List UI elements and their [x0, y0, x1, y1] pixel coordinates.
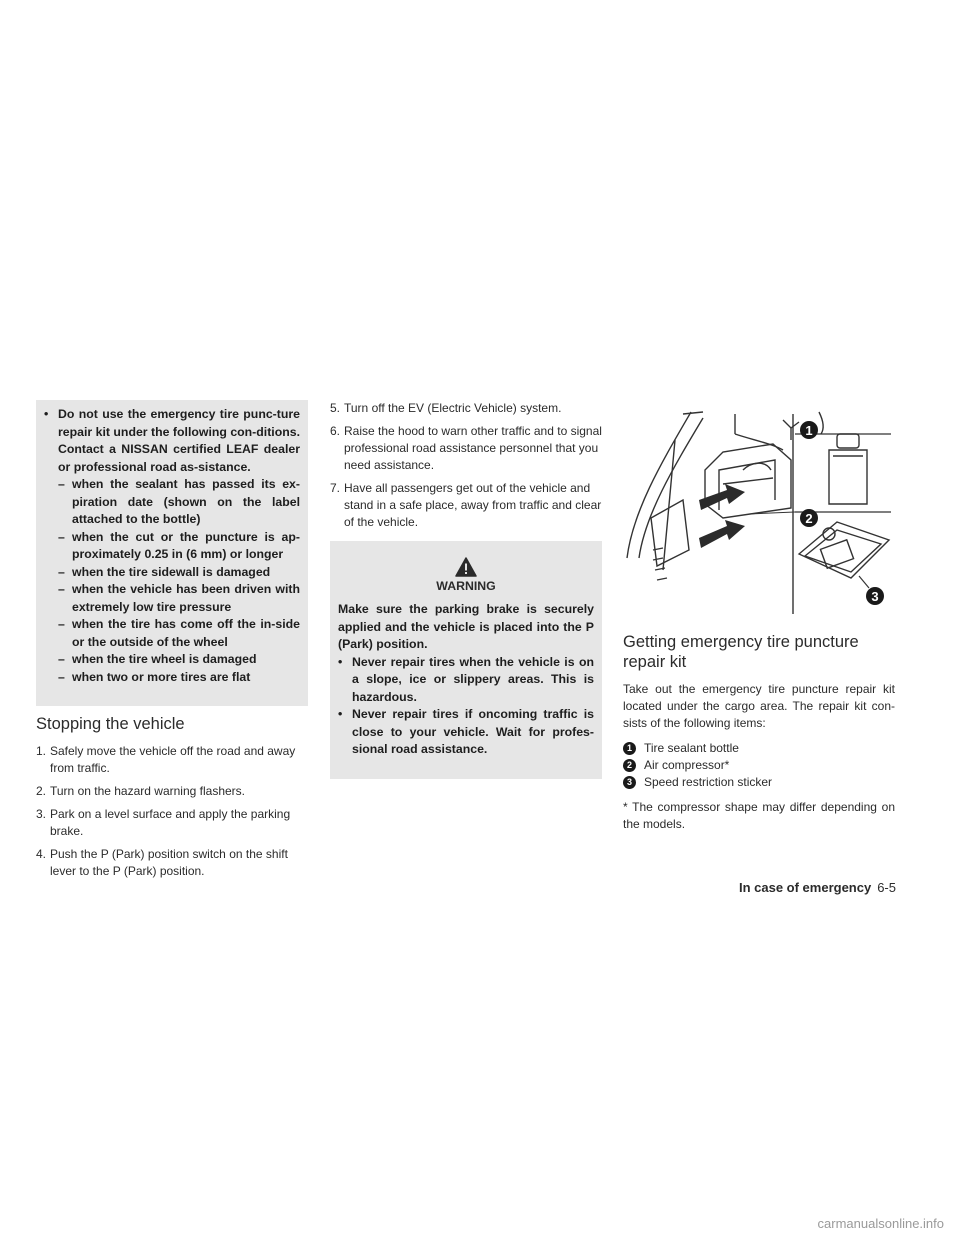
stopping-steps-continued [330, 400, 602, 531]
step-item [36, 783, 308, 800]
step-number: 1. [36, 744, 47, 758]
dash-mark: – [58, 617, 65, 631]
item-label: Speed restriction sticker [644, 775, 773, 789]
item-label: Air compressor* [644, 758, 730, 772]
condition-item [58, 616, 300, 651]
condition-item [58, 669, 300, 687]
warning-box [330, 541, 602, 779]
warning-bullets [338, 654, 594, 759]
condition-list [58, 476, 300, 686]
column-middle [330, 400, 602, 779]
svg-text:1: 1 [805, 423, 813, 438]
column-right [623, 400, 895, 841]
page-footer [700, 880, 896, 895]
caution-list [44, 406, 300, 686]
svg-text:2: 2 [805, 511, 813, 526]
callout-3 [866, 587, 884, 605]
condition-text: when the tire has come off the in-side or the outside of the wheel [72, 617, 300, 649]
kit-item [623, 774, 895, 791]
compressor-note: * The compressor shape may differ depending on the models. [623, 800, 895, 831]
condition-text: when two or more tires are flat [72, 669, 251, 684]
warning-triangle-icon [455, 557, 477, 577]
callout-2 [800, 509, 818, 527]
condition-item [58, 476, 300, 529]
dash-mark: – [58, 669, 65, 684]
condition-item [58, 581, 300, 616]
step-text: Push the P (Park) position switch on the shift lever to the P (Park) position. [50, 847, 288, 878]
step-item [330, 400, 602, 417]
step-item [36, 846, 308, 880]
step-number: 3. [36, 807, 47, 821]
step-number: 5. [330, 401, 341, 415]
step-text: Turn off the EV (Electric Vehicle) system. [344, 401, 562, 415]
item-number-badge: 3 [623, 776, 636, 789]
column-left [36, 400, 308, 886]
repair-kit-illustration [623, 400, 895, 620]
condition-text: when the cut or the puncture is ap-proximately 0.25 in (6 mm) or longer [72, 529, 300, 561]
dash-mark: – [58, 652, 65, 666]
step-item [330, 423, 602, 474]
warning-lead: Make sure the parking brake is securely applied and the vehicle is placed into the P (Park) position. [338, 602, 594, 651]
dash-mark: – [58, 529, 65, 544]
step-text: Raise the hood to warn other traffic and to signal professional road assistance personnel that you need assistance. [344, 424, 602, 472]
dash-mark: – [58, 582, 65, 596]
step-text: Have all passengers get out of the vehicle and stand in a safe place, away from traffic and clear of the vehicle. [344, 481, 602, 529]
condition-text: when the tire wheel is damaged [72, 652, 257, 666]
condition-item [58, 529, 300, 564]
condition-text: when the vehicle has been driven with extremely low tire pressure [72, 582, 300, 614]
stopping-steps [36, 743, 308, 880]
cargo-area-illustration [623, 400, 895, 620]
step-text: Park on a level surface and apply the parking brake. [50, 807, 291, 838]
step-number: 2. [36, 784, 47, 798]
kit-items [623, 740, 895, 791]
condition-item [58, 564, 300, 582]
step-number: 7. [330, 481, 341, 495]
caution-lead: Do not use the emergency tire punc-ture repair kit under the following con-ditions. Contact a NISSAN certified LEAF dealer or professional road as-sistance. [58, 407, 300, 474]
step-item [36, 806, 308, 840]
step-number: 6. [330, 424, 341, 438]
caution-item [44, 406, 300, 686]
warning-body [338, 601, 594, 759]
step-item [36, 743, 308, 777]
step-text: Turn on the hazard warning flashers. [50, 784, 245, 798]
condition-text: when the sealant has passed its ex-piration date (shown on the label attached to the bottle) [72, 477, 300, 526]
watermark: carmanualsonline.info [817, 1216, 944, 1231]
warning-title: WARNING [436, 579, 496, 593]
footer-section: In case of emergency [738, 880, 872, 895]
kit-item [623, 757, 895, 774]
item-number-badge: 1 [623, 742, 636, 755]
warning-header [338, 557, 594, 593]
stopping-section [36, 714, 308, 880]
warning-bullet: • Never repair tires when the vehicle is on a slope, ice or slippery areas. This is hazardous. [338, 654, 594, 707]
step-number: 4. [36, 847, 47, 861]
page-number: 6-5 [877, 880, 896, 895]
stopping-heading: Stopping the vehicle [36, 715, 185, 733]
callout-1 [800, 421, 818, 439]
repair-kit-heading: Getting emergency tire puncture repair kit [623, 633, 859, 671]
condition-text: when the tire sidewall is damaged [72, 564, 271, 579]
step-text: Safely move the vehicle off the road and away from traffic. [50, 744, 296, 775]
dash-mark: – [58, 477, 65, 491]
warning-bullet: • Never repair tires if oncoming traffic is close to your vehicle. Wait for profes-sional road assistance. [338, 706, 594, 759]
caution-box [36, 400, 308, 706]
dash-mark: – [58, 564, 65, 579]
repair-kit-intro: Take out the emergency tire puncture repair kit located under the cargo area. The repair kit con-sists of the following items: [623, 682, 895, 730]
item-number-badge: 2 [623, 759, 636, 772]
svg-text:3: 3 [871, 589, 879, 604]
condition-item [58, 651, 300, 669]
item-label: Tire sealant bottle [644, 741, 739, 755]
step-item [330, 480, 602, 531]
kit-item [623, 740, 895, 757]
